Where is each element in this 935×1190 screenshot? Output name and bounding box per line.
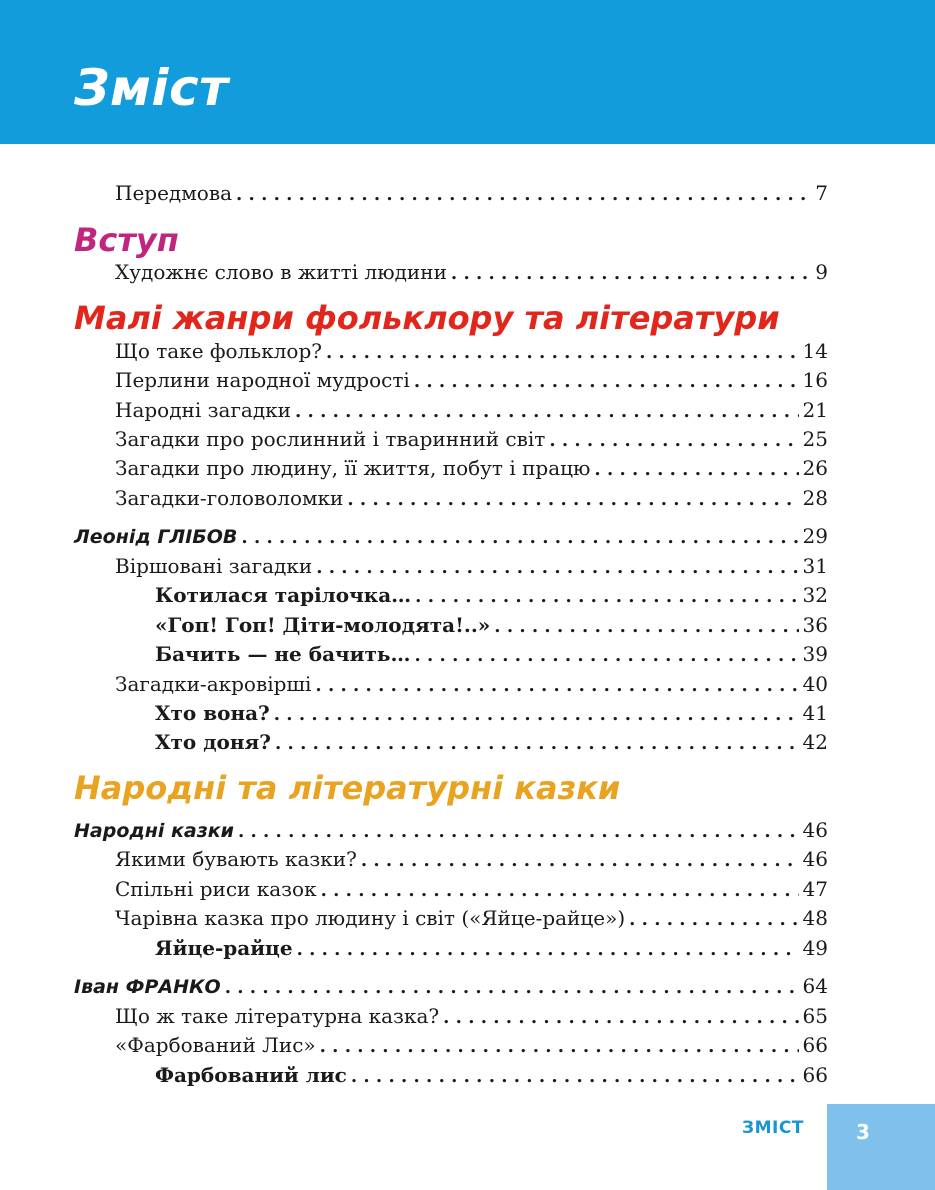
toc-entry-page: 64 — [802, 974, 828, 998]
toc-entry[interactable] — [115, 366, 828, 394]
toc-entry[interactable] — [115, 875, 828, 903]
toc-entry-title: Що ж таке літературна казка? — [115, 1004, 440, 1028]
toc-entry-page: 14 — [802, 339, 828, 363]
dot-leader — [238, 818, 799, 846]
header-bar — [0, 0, 935, 144]
toc-entry-title: Хто доня? — [155, 730, 272, 754]
dot-leader — [316, 554, 798, 582]
toc-entry-title: Віршовані загадки — [115, 554, 313, 578]
toc-entry-page: 7 — [815, 181, 828, 205]
toc-entry-title: Народні загадки — [115, 398, 291, 422]
dot-leader — [225, 974, 799, 1002]
toc-group-entry[interactable] — [74, 816, 828, 844]
page-title: Зміст — [74, 59, 229, 117]
dot-leader — [594, 456, 798, 484]
toc-entry-title: Загадки-головоломки — [115, 486, 344, 510]
toc-entry[interactable] — [115, 337, 828, 365]
toc-entry[interactable] — [115, 1031, 828, 1059]
page-number-box — [827, 1104, 935, 1190]
toc-subentry[interactable] — [155, 611, 828, 639]
group-name: Народні казки — [74, 820, 234, 842]
dot-leader — [549, 427, 798, 455]
toc-entry[interactable] — [115, 484, 828, 512]
toc-entry-page: 48 — [802, 906, 828, 930]
dot-leader — [297, 936, 799, 964]
toc-entry-page: 46 — [802, 818, 828, 842]
toc-entry[interactable] — [115, 1002, 828, 1030]
dot-leader — [320, 1033, 799, 1061]
toc-entry-title: Передмова — [115, 181, 233, 205]
toc-entry-title: Якими бувають казки? — [115, 847, 357, 871]
toc-entry[interactable] — [115, 670, 828, 698]
toc-entry-title: Спільні риси казок — [115, 877, 317, 901]
footer-section-label: ЗМІСТ — [742, 1118, 804, 1138]
toc-entry[interactable] — [115, 179, 828, 207]
dot-leader — [443, 1004, 798, 1032]
toc-entry-title: Чарівна казка про людину і світ («Яйце-райце») — [115, 906, 626, 930]
dot-leader — [295, 398, 799, 426]
toc-entry[interactable] — [115, 454, 828, 482]
toc-entry-title: Що таке фольклор? — [115, 339, 322, 363]
section-heading-vstup: Вступ — [74, 221, 179, 259]
toc-entry-page: 66 — [802, 1033, 828, 1057]
dot-leader — [236, 181, 811, 209]
toc-entry-title: «Гоп! Гоп! Діти-молодята!..» — [155, 613, 491, 637]
toc-subentry[interactable] — [155, 581, 828, 609]
toc-entry-page: 36 — [802, 613, 828, 637]
toc-entry-title: Фарбований лис — [155, 1063, 347, 1087]
toc-entry-page: 32 — [802, 583, 828, 607]
dot-leader — [275, 730, 799, 758]
toc-subentry[interactable] — [155, 699, 828, 727]
dot-leader — [415, 583, 798, 611]
toc-entry-page: 41 — [802, 701, 828, 725]
dot-leader — [361, 847, 799, 875]
toc-entry-page: 31 — [802, 554, 828, 578]
toc-entry-title: Художнє слово в житті людини — [115, 260, 447, 284]
toc-entry-page: 28 — [802, 486, 828, 510]
toc-entry-title: Яйце-райце — [155, 936, 293, 960]
toc-entry-title: Загадки-акровірші — [115, 672, 312, 696]
toc-entry[interactable] — [115, 396, 828, 424]
toc-entry-title: Котилася тарілочка… — [155, 583, 412, 607]
dot-leader — [326, 339, 799, 367]
toc-subentry[interactable] — [155, 1061, 828, 1089]
toc-entry-page: 16 — [802, 368, 828, 392]
toc-author-entry[interactable] — [74, 522, 828, 550]
dot-leader — [414, 368, 799, 396]
toc-entry-page: 29 — [802, 524, 828, 548]
section-heading-kazky: Народні та літературні казки — [74, 769, 621, 807]
toc-entry-page: 40 — [802, 672, 828, 696]
toc-entry-page: 9 — [815, 260, 828, 284]
toc-entry-page: 21 — [802, 398, 828, 422]
toc-entry[interactable] — [115, 552, 828, 580]
toc-author-entry[interactable] — [74, 972, 828, 1000]
toc-entry-page: 26 — [802, 456, 828, 480]
author-name: Іван ФРАНКО — [74, 976, 221, 998]
toc-entry-title: Загадки про людину, її життя, побут і працю — [115, 456, 591, 480]
toc-entry-title: Бачить — не бачить… — [155, 642, 411, 666]
toc-entry-title: Загадки про рослинний і тваринний світ — [115, 427, 546, 451]
page-number: 3 — [856, 1120, 870, 1144]
dot-leader — [494, 613, 798, 641]
toc-entry[interactable] — [115, 425, 828, 453]
toc-entry-page: 66 — [802, 1063, 828, 1087]
toc-entry[interactable] — [115, 845, 828, 873]
dot-leader — [321, 877, 799, 905]
toc-entry-title: «Фарбований Лис» — [115, 1033, 316, 1057]
toc-entry-title: Перлини народної мудрості — [115, 368, 410, 392]
toc-entry-page: 25 — [802, 427, 828, 451]
dot-leader — [315, 672, 798, 700]
toc-entry-page: 65 — [802, 1004, 828, 1028]
toc-entry-page: 47 — [802, 877, 828, 901]
dot-leader — [351, 1063, 799, 1091]
dot-leader — [451, 260, 811, 288]
toc-subentry[interactable] — [155, 934, 828, 962]
dot-leader — [347, 486, 798, 514]
toc-subentry[interactable] — [155, 728, 828, 756]
toc-entry[interactable] — [115, 904, 828, 932]
dot-leader — [414, 642, 798, 670]
toc-entry-title: Хто вона? — [155, 701, 270, 725]
toc-entry-page: 42 — [802, 730, 828, 754]
toc-subentry[interactable] — [155, 640, 828, 668]
toc-entry[interactable] — [115, 258, 828, 286]
author-name: Леонід ГЛІБОВ — [74, 526, 238, 548]
toc-entry-page: 46 — [802, 847, 828, 871]
section-heading-mali-zhanry: Малі жанри фольклору та літератури — [74, 299, 780, 337]
toc-entry-page: 39 — [802, 642, 828, 666]
dot-leader — [241, 524, 798, 552]
dot-leader — [274, 701, 799, 729]
toc-entry-page: 49 — [802, 936, 828, 960]
dot-leader — [629, 906, 798, 934]
